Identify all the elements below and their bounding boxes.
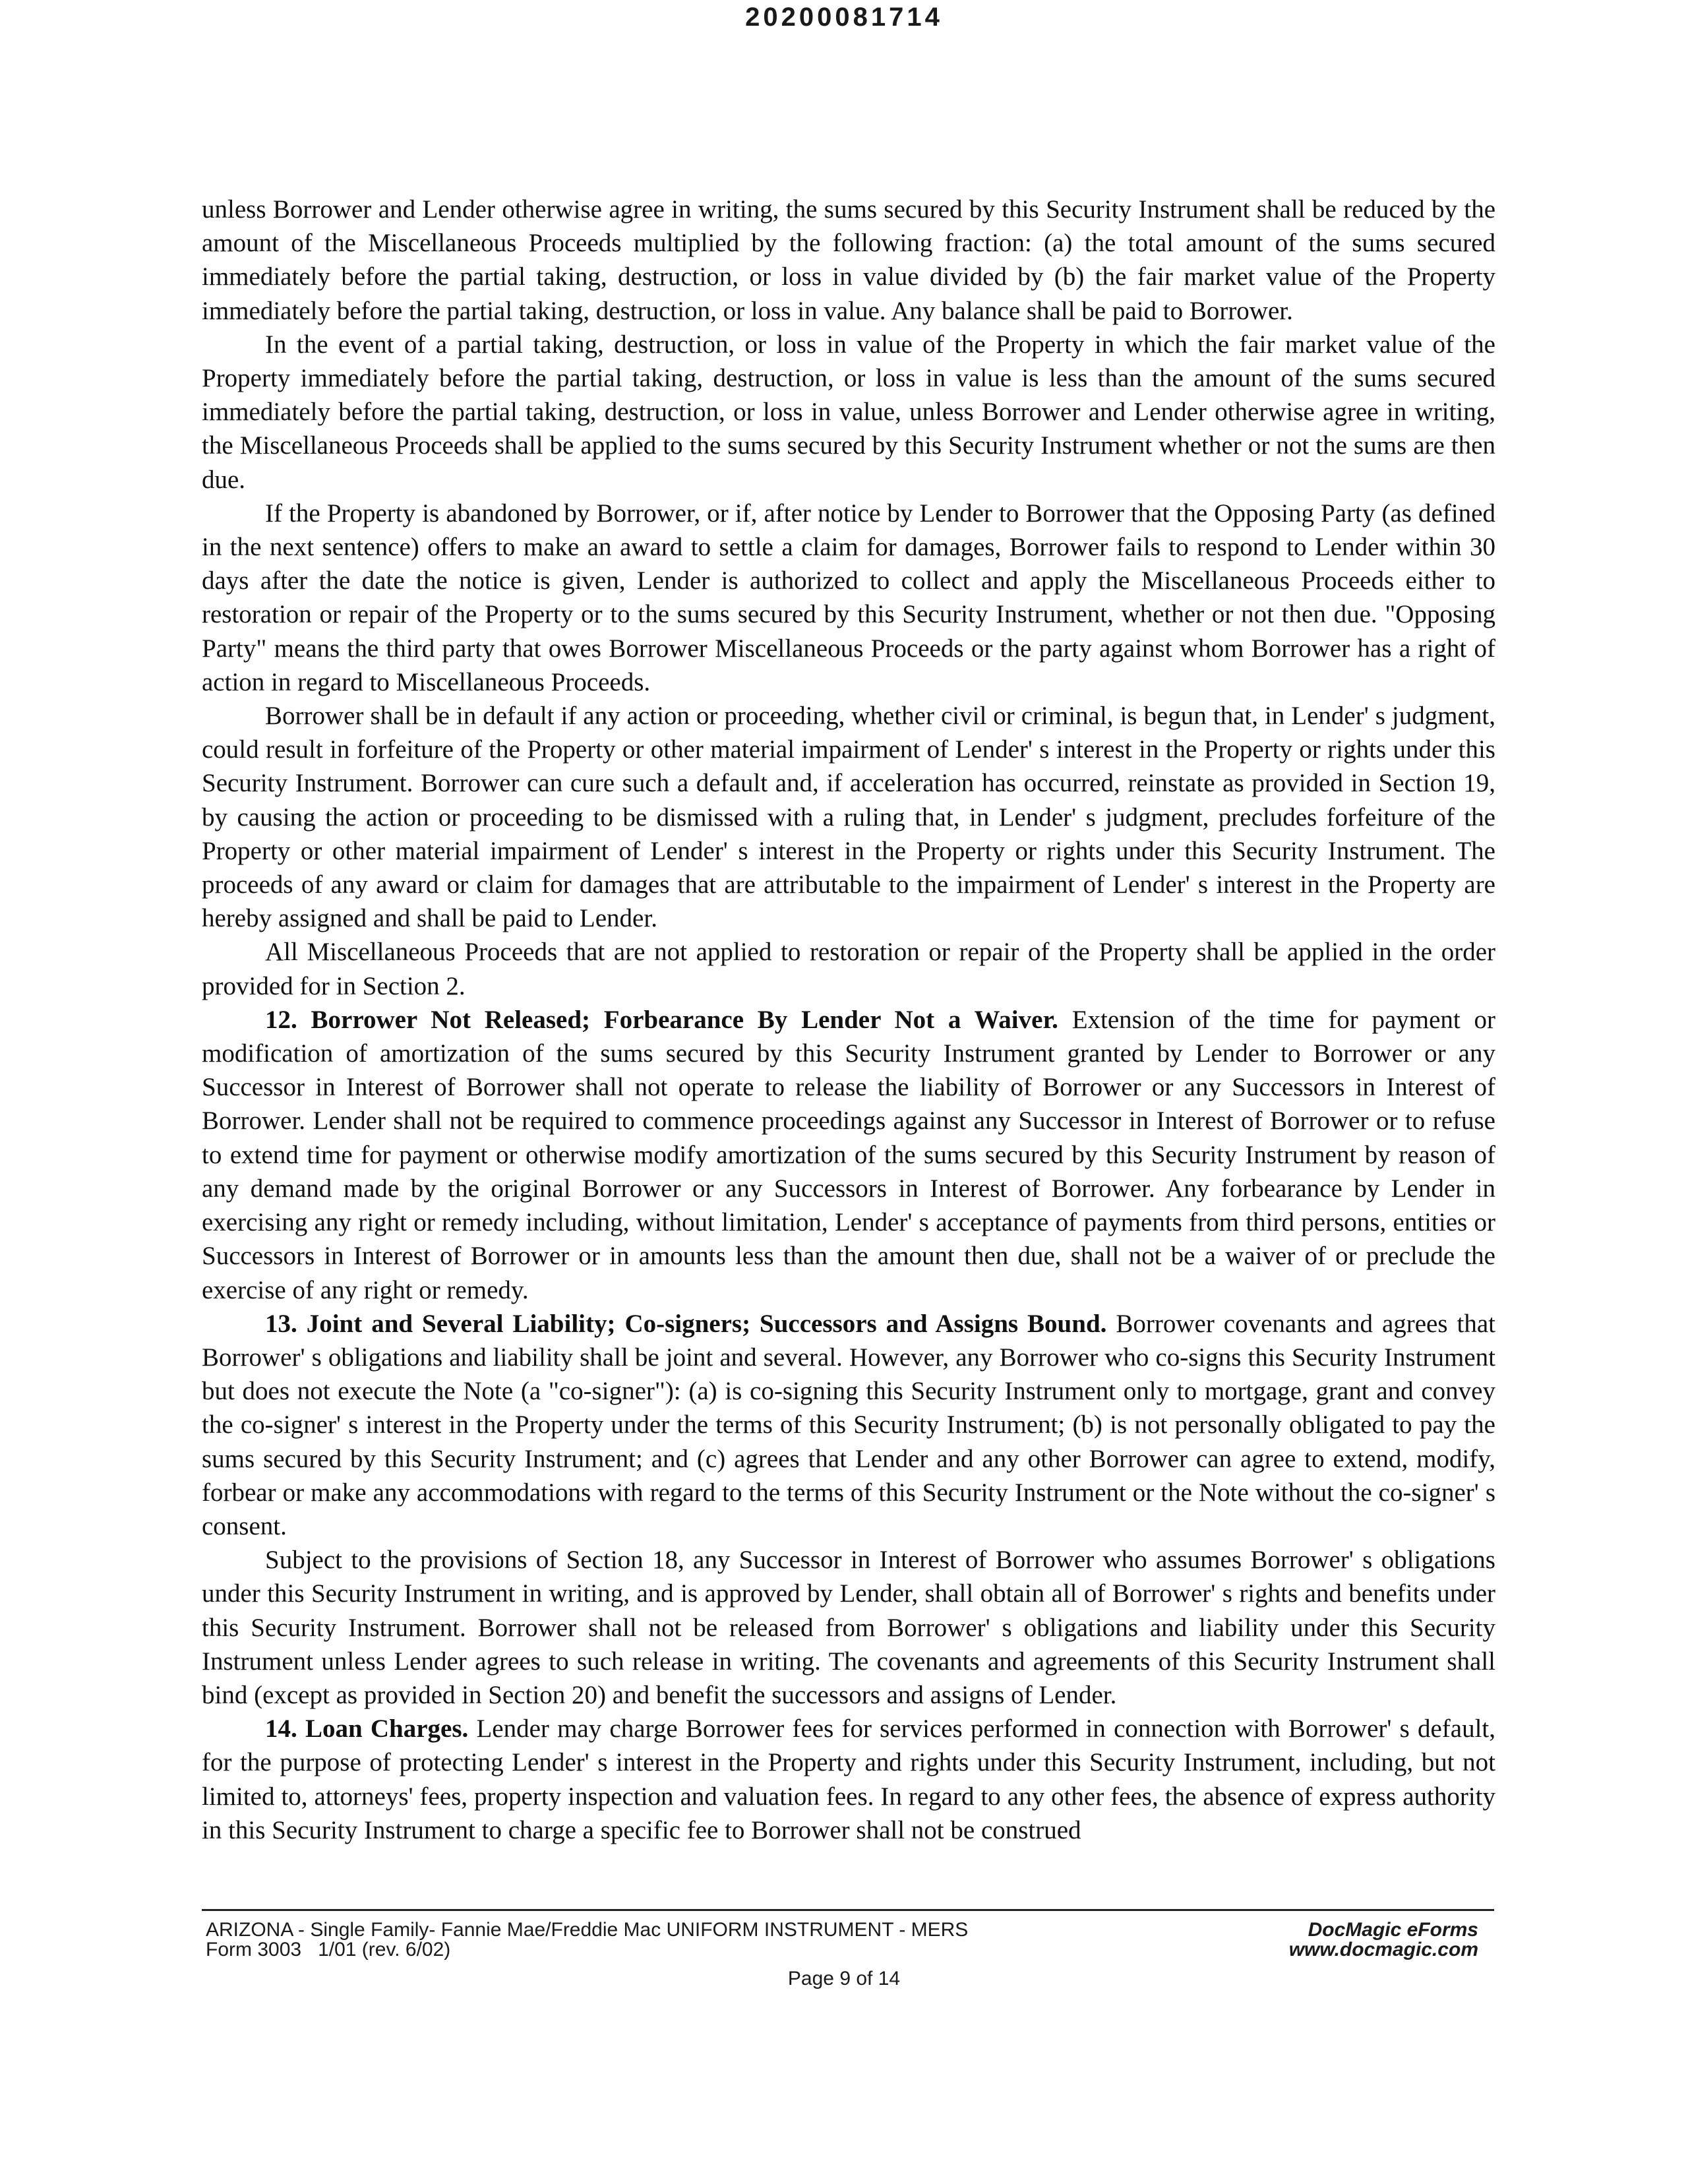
form-number: Form 3003 1/01 (rev. 6/02) (206, 1939, 451, 1960)
paragraph-text: Lender may charge Borrower fees for services performed in connection with Borrower' s default, for the purpose of protecting Lender' s interest in the Property and rights under this Security Instrument, including, but not limited to, attorneys' fees, property inspection and valuation fees. In regard to any other fees, the absence of express authority in this Security Instrument to charge a specific fee to Borrower shall not be construed (202, 1714, 1495, 1844)
paragraph-4 (202, 699, 1495, 935)
paragraph-text: All Miscellaneous Proceeds that are not applied to restoration or repair of the Property shall be applied in the order provided for in Section 2. (202, 938, 1495, 1000)
section-12-heading: 12. Borrower Not Released; Forbearance By Lender Not a Waiver. (265, 1005, 1058, 1034)
recording-number: 20200081714 (745, 3, 943, 32)
page-number: Page 9 of 14 (787, 1968, 901, 1989)
section-12 (202, 1003, 1495, 1307)
paragraph-1 (202, 193, 1495, 328)
paragraph-3 (202, 497, 1495, 699)
paragraph-5 (202, 935, 1495, 1002)
docmagic-website: www.docmagic.com (1288, 1939, 1478, 1960)
section-13 (202, 1307, 1495, 1543)
section-14 (202, 1712, 1495, 1847)
footer-form-info (206, 1920, 968, 1960)
section-13-heading: 13. Joint and Several Liability; Co-signers; Successors and Assigns Bound. (265, 1309, 1107, 1338)
footer-brand (1289, 1920, 1478, 1960)
paragraph-8 (202, 1543, 1495, 1712)
document-body (202, 193, 1495, 1847)
docmagic-logo: DocMagic eForms (1308, 1919, 1478, 1941)
paragraph-text: Extension of the time for payment or modification of amortization of the sums secured by this Security Instrument granted by Lender to Borrower or any Successor in Interest of Borrower shall not operate to release the liability of Borrower or any Successors in Interest of Borrower. Lender shall not be required to commence proceedings against any Successor in Interest of Borrower or to refuse to extend time for payment or otherwise modify amortization of the sums secured by this Security Instrument by reason of any demand made by the original Borrower or any Successors in Interest of Borrower. Any forbearance by Lender in exercising any right or remedy including, without limitation, Lender' s acceptance of payments from third persons, entities or Successors in Interest of Borrower or in amounts less than the amount then due, shall not be a waiver of or preclude the exercise of any right or remedy. (202, 1005, 1496, 1304)
footer-divider (202, 1909, 1494, 1911)
paragraph-text: unless Borrower and Lender otherwise agree in writing, the sums secured by this Security Instrument shall be reduced by the amount of the Miscellaneous Proceeds multiplied by the following fraction: (a) the total amount of the sums secured immediately before the partial taking, destruction, or loss in value divided by (b) the fair market value of the Property immediately before the partial taking, destruction, or loss in value. Any balance shall be paid to Borrower. (202, 195, 1495, 325)
paragraph-text: In the event of a partial taking, destruction, or loss in value of the Property in which the fair market value of the Property immediately before the partial taking, destruction, or loss in value is less than the amount of the sums secured immediately before the partial taking, destruction, or loss in value, unless Borrower and Lender otherwise agree in writing, the Miscellaneous Proceeds shall be applied to the sums secured by this Security Instrument whether or not the sums are then due. (202, 330, 1495, 494)
paragraph-text: If the Property is abandoned by Borrower, or if, after notice by Lender to Borrower that the Opposing Party (as defined in the next sentence) offers to make an award to settle a claim for damages, Borrower fails to respond to Lender within 30 days after the date the notice is given, Lender is authorized to collect and apply the Miscellaneous Proceeds either to restoration or repair of the Property or to the sums secured by this Security Instrument, whether or not then due. "Opposing Party" means the third party that owes Borrower Miscellaneous Proceeds or the party against whom Borrower has a right of action in regard to Miscellaneous Proceeds. (202, 499, 1495, 696)
paragraph-text: Borrower shall be in default if any action or proceeding, whether civil or criminal, is begun that, in Lender' s judgment, could result in forfeiture of the Property or other material impairment of Lender' s interest in the Property or rights under this Security Instrument. Borrower can cure such a default and, if acceleration has occurred, reinstate as provided in Section 19, by causing the action or proceeding to be dismissed with a ruling that, in Lender' s judgment, precludes forfeiture of the Property or other material impairment of Lender' s interest in the Property or rights under this Security Instrument. The proceeds of any award or claim for damages that are attributable to the impairment of Lender' s interest in the Property are hereby assigned and shall be paid to Lender. (202, 702, 1495, 933)
paragraph-text: Borrower covenants and agrees that Borrower' s obligations and liability shall be joint and several. However, any Borrower who co-signs this Security Instrument but does not execute the Note (a "co-signer"): (a) is co-signing this Security Instrument only to mortgage, grant and convey the co-signer' s interest in the Property under the terms of this Security Instrument; (b) is not personally obligated to pay the sums secured by this Security Instrument; and (c) agrees that Lender and any other Borrower can agree to extend, modify, forbear or make any accommodations with regard to the terms of this Security Instrument or the Note without the co-signer' s consent. (202, 1309, 1495, 1540)
paragraph-text: Subject to the provisions of Section 18, any Successor in Interest of Borrower who assumes Borrower' s obligations under this Security Instrument in writing, and is approved by Lender, shall obtain all of Borrower' s rights and benefits under this Security Instrument. Borrower shall not be released from Borrower' s obligations and liability under this Security Instrument unless Lender agrees to such release in writing. The covenants and agreements of this Security Instrument shall bind (except as provided in Section 20) and benefit the successors and assigns of Lender. (202, 1546, 1495, 1709)
form-title: ARIZONA - Single Family- Fannie Mae/Freddie Mac UNIFORM INSTRUMENT - MERS (206, 1919, 969, 1941)
section-14-heading: 14. Loan Charges. (265, 1714, 469, 1744)
paragraph-2 (202, 328, 1495, 497)
